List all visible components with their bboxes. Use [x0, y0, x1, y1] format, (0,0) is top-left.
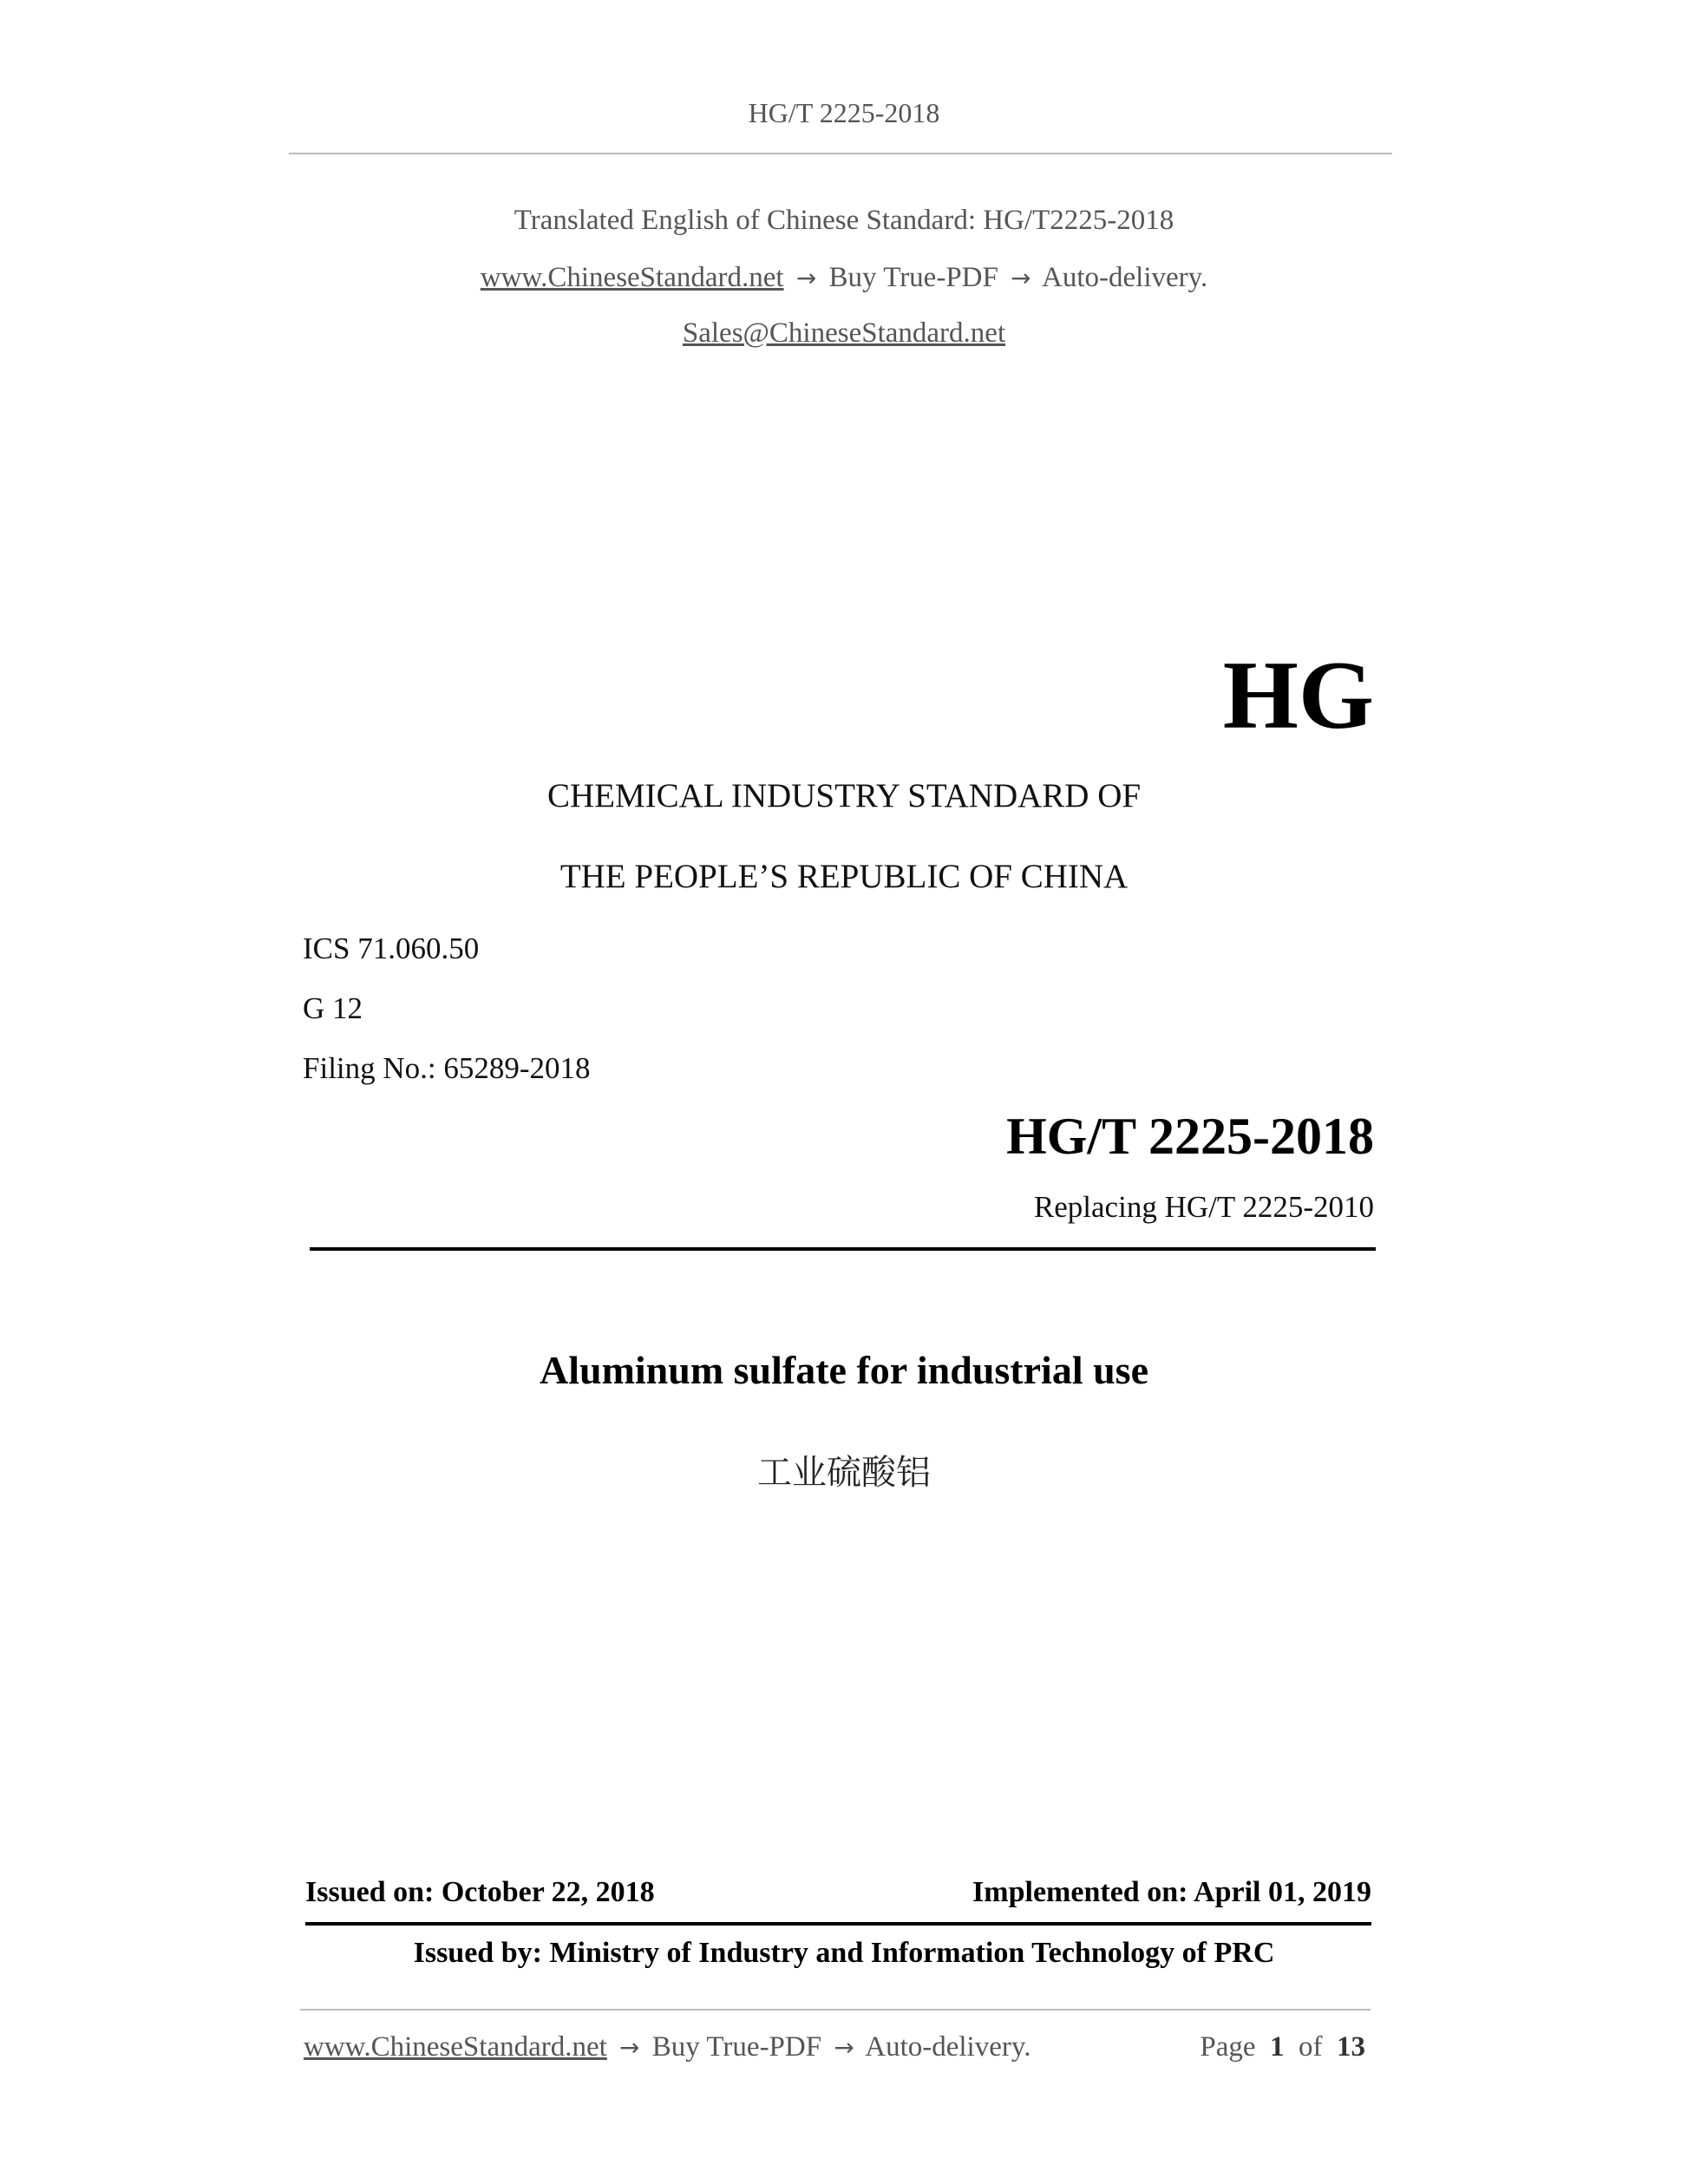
implemented-on-date: Implemented on: April 01, 2019: [972, 1876, 1371, 1908]
standard-body-line-1: CHEMICAL INDUSTRY STANDARD OF: [546, 777, 1142, 814]
arrow-right-icon: →: [795, 264, 817, 292]
footer-divider: [300, 2009, 1371, 2011]
footer-delivery-text: Auto-delivery.: [865, 2031, 1031, 2063]
auto-delivery-text: Auto-delivery.: [1042, 262, 1208, 293]
page-total: 13: [1337, 2031, 1365, 2063]
page-label: Page: [1200, 2031, 1256, 2063]
issue-divider: [305, 1922, 1371, 1926]
ics-code: ICS 71.060.50: [303, 932, 480, 965]
footer-buy-text: Buy True-PDF: [651, 2031, 822, 2063]
page-of-label: of: [1299, 2031, 1323, 2063]
site-link[interactable]: www.ChineseStandard.net: [480, 262, 784, 293]
translation-notice: Translated English of Chinese Standard: HG/T2225-2018: [514, 205, 1174, 236]
purchase-line: [0, 262, 1688, 294]
arrow-right-icon: →: [1011, 264, 1031, 292]
header-divider: [289, 153, 1392, 154]
running-header: HG/T 2225-2018: [748, 97, 940, 128]
arrow-right-icon: →: [619, 2033, 640, 2062]
page-current: 1: [1270, 2031, 1285, 2063]
standard-body-line-2: THE PEOPLE’S REPUBLIC OF CHINA: [559, 858, 1129, 895]
footer-purchase-line: [304, 2031, 1030, 2063]
hg-mark: HG: [1222, 642, 1374, 749]
footer-site-link[interactable]: www.ChineseStandard.net: [304, 2031, 607, 2063]
document-title: Aluminum sulfate for industrial use: [539, 1348, 1149, 1392]
buy-true-pdf-text: Buy True-PDF: [828, 262, 998, 293]
standard-number: HG/T 2225-2018: [1006, 1108, 1374, 1165]
filing-number: Filing No.: 65289-2018: [303, 1051, 591, 1085]
document-title-chinese: 工业硫酸铝: [757, 1453, 931, 1493]
main-divider: [310, 1247, 1376, 1251]
sales-email-link[interactable]: Sales@ChineseStandard.net: [682, 317, 1006, 349]
arrow-right-icon: →: [834, 2033, 854, 2062]
issued-on-date: Issued on: October 22, 2018: [305, 1876, 655, 1908]
page-indicator: [1200, 2031, 1365, 2063]
replacing-note: Replacing HG/T 2225-2010: [1033, 1190, 1374, 1224]
classification-code: G 12: [303, 991, 363, 1025]
email-line: [0, 317, 1688, 350]
issued-by: Issued by: Ministry of Industry and Information Technology of PRC: [413, 1937, 1275, 1969]
